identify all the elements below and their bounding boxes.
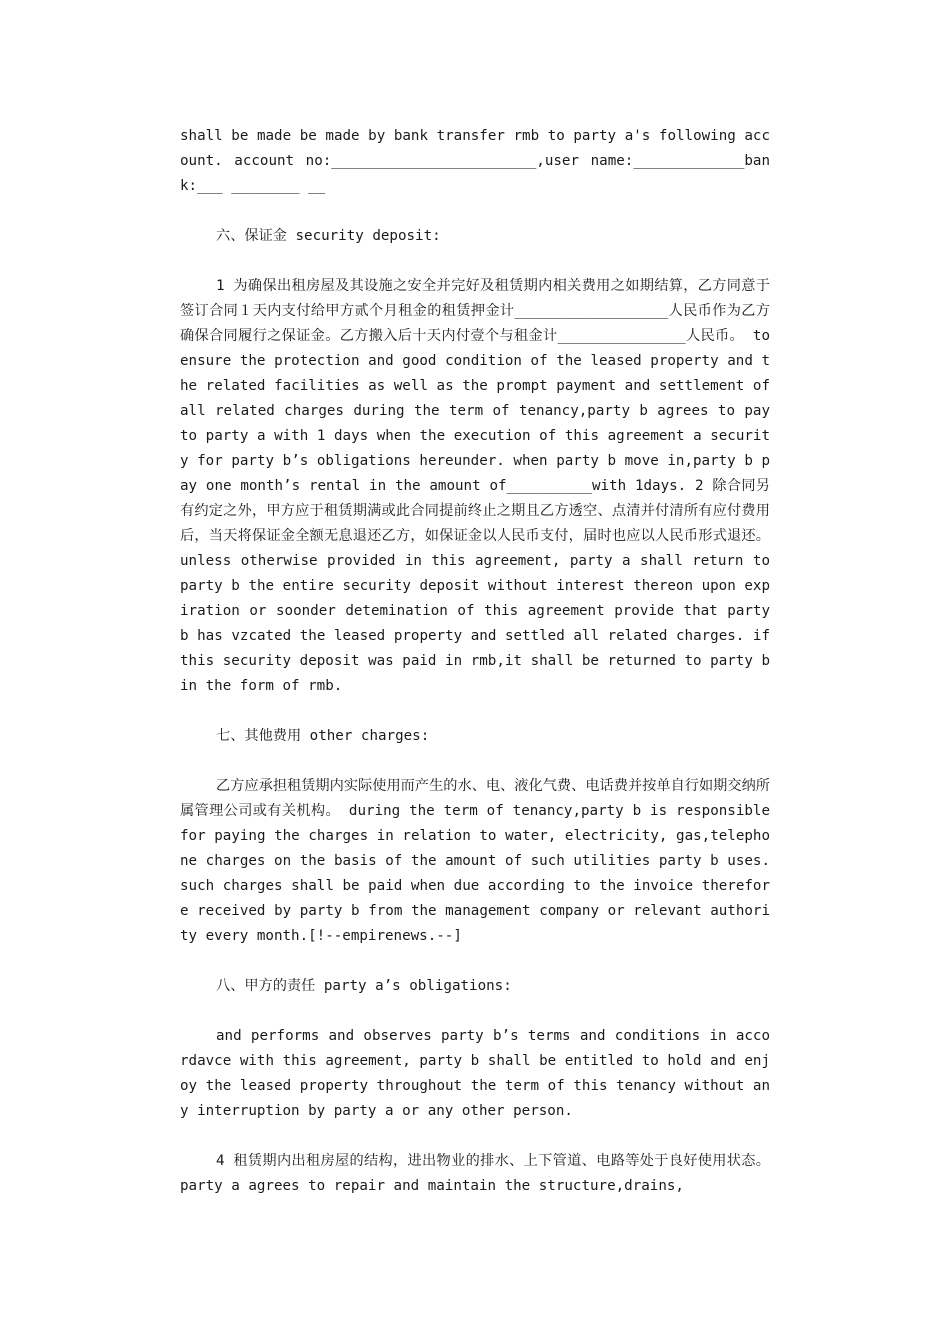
- section-heading-party-a-obligations: 八、甲方的责任 party a’s obligations:: [216, 978, 512, 994]
- section-heading-other-charges: 七、其他费用 other charges:: [216, 728, 430, 744]
- other-charges-paragraph: 乙方应承担租赁期内实际使用而产生的水、电、液化气费、电话费并按单自行如期交纳所属管理公司或有关机构。 during the term of tenancy,party b is responsible for paying the charges in relation to water, electricity, gas,telephone charges on the basis of the amount of such utilities party b uses. such charges shall be paid when due according to the invoice therefore received by party b from the management company or relevant authority every month.[!--empirenews.--]: [180, 778, 770, 944]
- spacer: [180, 199, 770, 224]
- spacer: [180, 1124, 770, 1149]
- party-a-obligations-paragraph: and performs and observes party b’s terms and conditions in accordavce with this agreement, party b shall be entitled to hold and enjoy the leased property throughout the term of this tenancy without any interruption by party a or any other person.: [180, 1028, 770, 1119]
- section-heading-security-deposit: 六、保证金 security deposit:: [216, 228, 441, 244]
- security-deposit-paragraph: 1 为确保出租房屋及其设施之安全并完好及租赁期内相关费用之如期结算，乙方同意于签订合同１天内支付给甲方贰个月租金的租赁押金计__________________人民币作为乙方确保合同履行之保证金。乙方搬入后十天内付壹个与租金计_______________人民币。 to ensure the protection and good condition of the leased property and the related facilities as well as the prompt payment and settlement of all related charges during the term of tenancy,party b agrees to pay to party a with 1 days when the execution of this agreement a security for party b’s obligations hereunder. when party b move in,party b pay one month’s rental in the amount of__________with 1days. 2 除合同另有约定之外，甲方应于租赁期满或此合同提前终止之期且乙方透空、点清并付清所有应付费用后，当天将保证金全额无息退还乙方，如保证金以人民币支付，届时也应以人民币形式退还。 unless otherwise provided in this agreement, party a shall return to party b the entire security deposit without interest thereon upon expiration or soonder detemination of this agreement provide that party b has vzcated the leased property and settled all related charges. if this security deposit was paid in rmb,it shall be returned to party b in the form of rmb.: [180, 278, 770, 694]
- party-a-repair-paragraph: 4 租赁期内出租房屋的结构，进出物业的排水、上下管道、电路等处于良好使用状态。 party a agrees to repair and maintain the structure,drains,: [180, 1153, 770, 1194]
- document-page: [180, 124, 770, 1199]
- spacer: [180, 249, 770, 274]
- payment-clause-paragraph: shall be made be made by bank transfer rmb to party a's following account. account no:________________________,user name:_____________bank:___ ________ __: [180, 128, 770, 194]
- spacer: [180, 999, 770, 1024]
- spacer: [180, 749, 770, 774]
- spacer: [180, 699, 770, 724]
- spacer: [180, 949, 770, 974]
